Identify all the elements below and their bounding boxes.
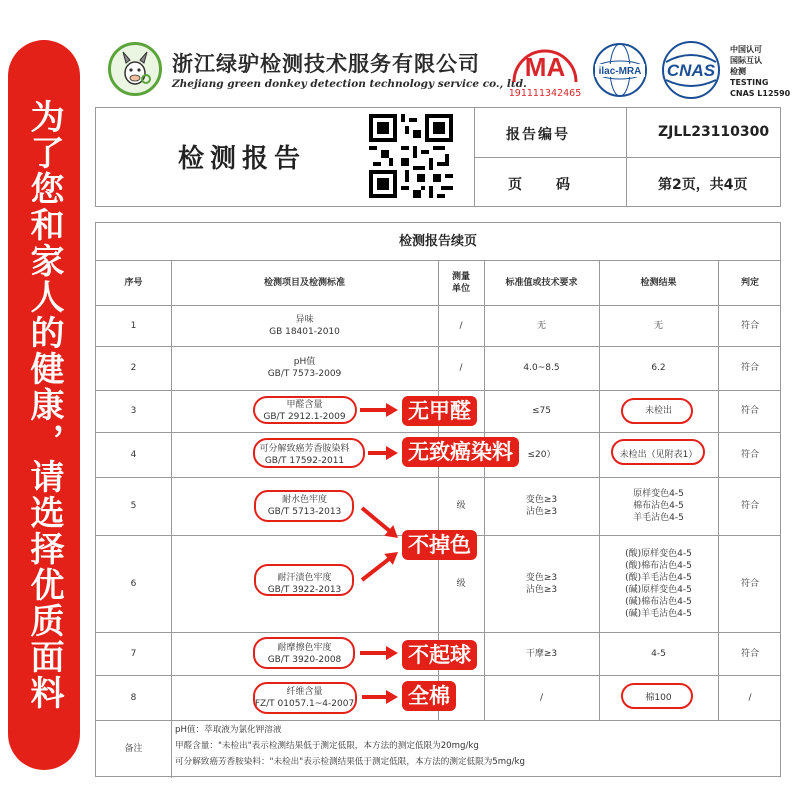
cell-result: (酸)原样变色4-5 (酸)棉布沾色4-5 (酸)羊毛沾色4-5 (碱)原样变色4-5 (碱)棉布沾色4-5 (碱)羊毛沾色4-5 [625, 548, 692, 619]
cell-item: 纤维含量 FZ/T 01057.1~4-2007 [254, 686, 355, 709]
cell-standard: 变色≥3 沾色≥3 [525, 572, 558, 595]
callout-no-carcinogen: 无致癌染料 [402, 437, 519, 467]
cell-result: 无 [653, 320, 663, 331]
cell-verdict: 符合 [740, 320, 759, 331]
cell-seq: 3 [130, 406, 137, 416]
header-result: 检测结果 [640, 278, 677, 288]
promo-slogan: 为了您和家人的健康，请选择优质面料 [24, 99, 64, 711]
header-unit: 测量 单位 [451, 272, 470, 294]
cell-result: 6.2 [651, 363, 666, 373]
remarks-label: 备注 [124, 744, 143, 754]
cell-standard: ≤20） [527, 449, 556, 460]
cell-unit: 级 [456, 501, 466, 511]
cnas-line: TESTING [730, 78, 769, 87]
callout-no-pilling: 不起球 [402, 640, 477, 670]
cell-standard: / [539, 692, 544, 703]
remark-line: pH值：萃取液为氯化钾溶液 [175, 725, 282, 735]
cell-seq: 5 [130, 501, 137, 511]
cell-unit: / [459, 320, 463, 331]
header-verdict: 判定 [740, 278, 759, 288]
remark-line: 可分解致癌芳香胺染料："未检出"表示检测结果低于测定低限，本方法的测定低限为5mg/kg [175, 757, 525, 767]
cma-number: 191111342465 [508, 88, 582, 99]
cell-verdict: 符合 [740, 406, 759, 416]
cell-unit: / [459, 363, 463, 373]
cnas-line: CNAS L12590 [730, 89, 791, 98]
cnas-line: 检测 [730, 67, 746, 76]
report-title: 检测报告 [178, 144, 307, 174]
cell-verdict: / [748, 692, 752, 703]
cell-unit: 级 [456, 578, 466, 589]
cell-seq: 4 [130, 449, 137, 460]
svg-text:CNAS: CNAS [666, 61, 716, 80]
cell-seq: 1 [130, 320, 137, 331]
cell-result: 未检出 [644, 406, 672, 416]
report-number-label: 报告编号 [506, 127, 570, 143]
header-seq: 序号 [124, 278, 143, 288]
cell-item: 异味 GB 18401-2010 [269, 314, 340, 337]
cell-verdict: 符合 [740, 449, 759, 460]
cell-result: 4-5 [651, 648, 666, 659]
callout-pure-cotton: 全棉 [402, 681, 456, 711]
cell-item: pH值 GB/T 7573-2009 [267, 357, 342, 379]
cell-seq: 2 [130, 363, 137, 373]
company-name-cn: 浙江绿驴检测技术服务有限公司 [172, 52, 480, 76]
svg-text:MA: MA [524, 52, 566, 82]
page-label: 页 码 [508, 177, 572, 193]
cell-standard: 4.0~8.5 [523, 363, 560, 373]
svg-text:ilac-MRA: ilac-MRA [598, 66, 642, 77]
header-standard: 标准值或技术要求 [505, 278, 578, 288]
cell-result: 棉100 [645, 692, 672, 703]
cell-seq: 6 [130, 578, 137, 589]
cell-standard: 无 [536, 320, 546, 331]
company-name-en: Zhejiang green donkey detection technology service co., ltd. [172, 78, 527, 90]
cell-standard: 变色≥3 沾色≥3 [525, 495, 558, 517]
cell-item: 耐水色牢度 GB/T 5713-2013 [267, 495, 342, 517]
remark-line: 甲醛含量："未检出"表示检测结果低于测定低限，本方法的测定低限为20mg/kg [175, 741, 479, 751]
table-title: 检测报告续页 [96, 223, 780, 261]
cell-standard: 干摩≥3 [525, 648, 558, 659]
callout-no-formaldehyde: 无甲醛 [402, 396, 477, 426]
cell-item: 耐摩擦色牢度 GB/T 3920-2008 [267, 642, 342, 665]
cell-verdict: 符合 [740, 648, 759, 659]
cnas-line: 国际互认 [730, 56, 762, 65]
cnas-line: 中国认可 [730, 45, 762, 54]
cell-item: 耐汗渍色牢度 GB/T 3922-2013 [267, 572, 342, 595]
cell-seq: 8 [130, 692, 137, 703]
cell-item: 甲醛含量 GB/T 2912.1-2009 [263, 400, 346, 422]
header-item: 检测项目及检测标准 [263, 278, 345, 288]
cell-standard: ≤75 [532, 406, 551, 416]
cell-result: 未检出（见附表1） [619, 449, 698, 460]
page-value: 第2页，共4页 [658, 177, 748, 193]
cell-verdict: 符合 [740, 363, 759, 373]
cell-seq: 7 [130, 648, 137, 659]
cell-verdict: 符合 [740, 578, 759, 589]
callout-colorfast: 不掉色 [402, 530, 477, 560]
cell-verdict: 符合 [740, 501, 759, 511]
report-number-value: ZJLL23110300 [658, 124, 770, 140]
cell-item: 可分解致癌芳香胺染料 GB/T 17592-2011 [259, 443, 350, 466]
cell-result: 原样变色4-5 棉布沾色4-5 羊毛沾色4-5 [633, 489, 684, 523]
